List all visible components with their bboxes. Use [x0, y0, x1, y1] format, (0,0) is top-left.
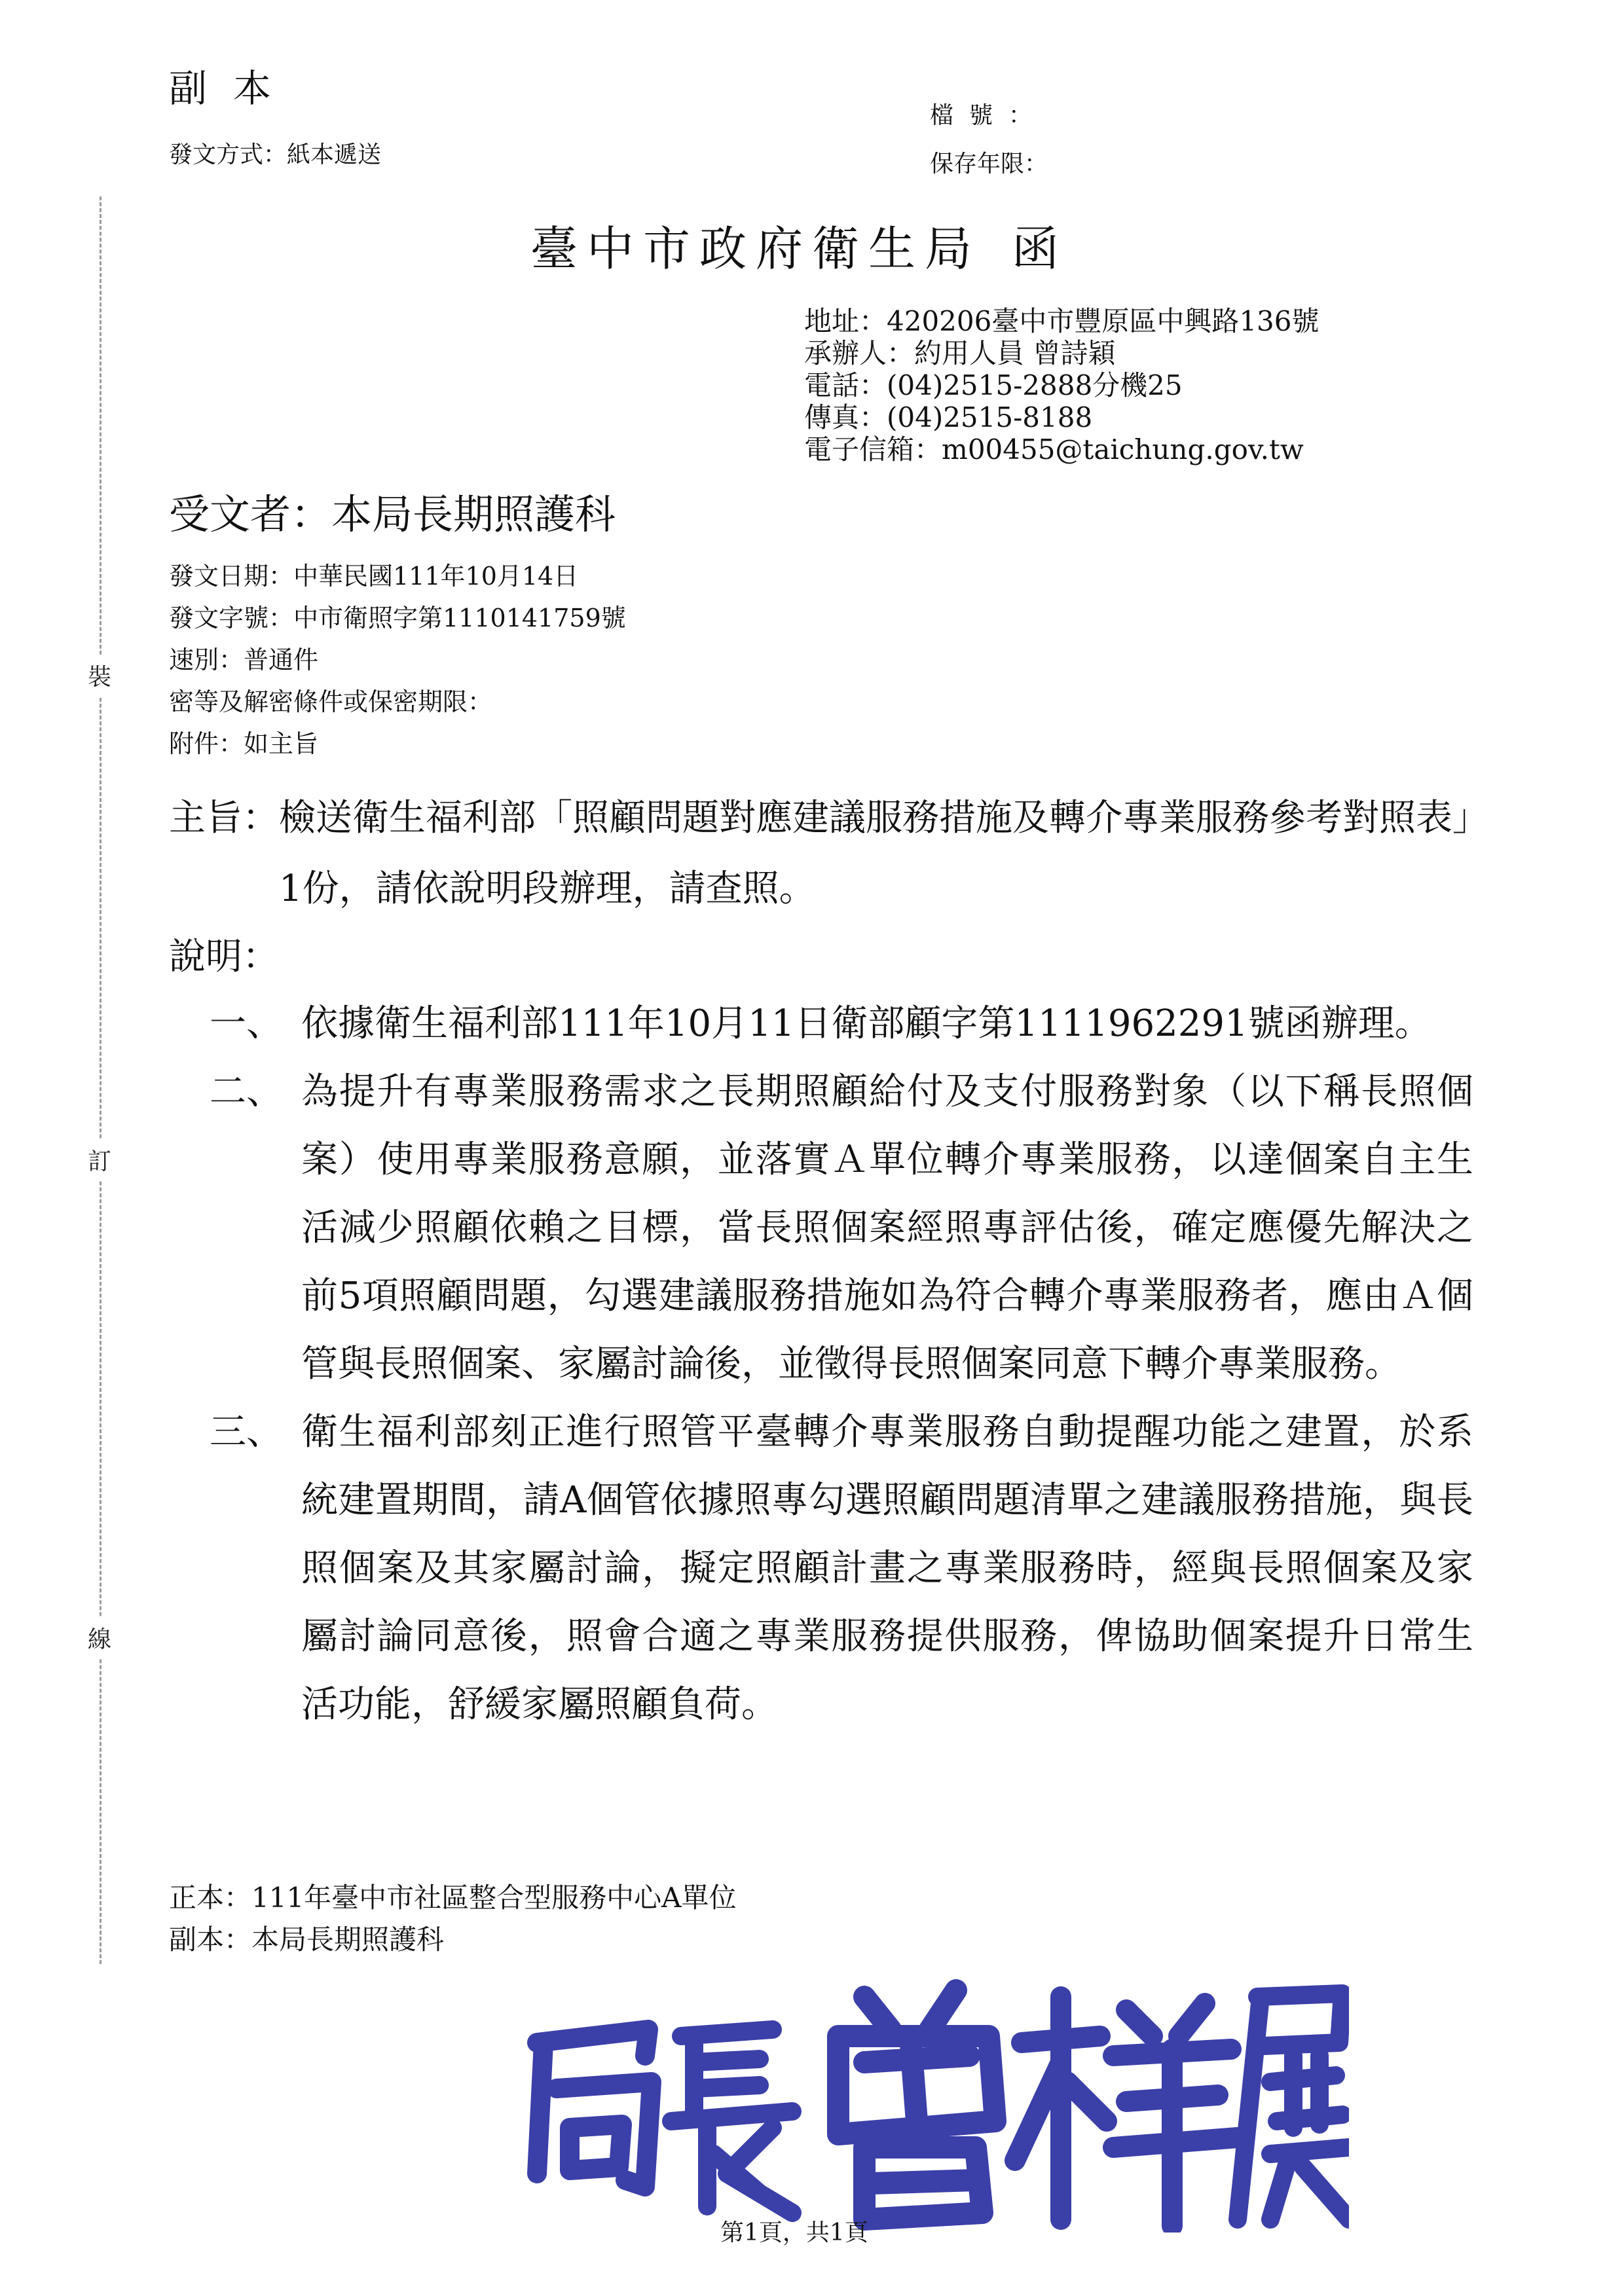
binding-mark-zhuang: 裝	[88, 655, 111, 696]
contact-fax: 傳真：(04)2515-8188	[804, 401, 1093, 433]
contact-phone: 電話：(04)2515-2888分機25	[804, 369, 1183, 401]
item-number: 三、	[210, 1411, 283, 1453]
binding-dashed-line	[100, 196, 101, 1964]
contact-handler: 承辦人：約用人員 曾詩穎	[804, 337, 1116, 369]
confidentiality: 密等及解密條件或保密期限：	[169, 687, 493, 716]
explanation-item	[210, 1058, 1479, 1398]
recipient: 受文者：本局長期照護科	[169, 490, 616, 538]
subject-text: 檢送衛生福利部「照顧問題對應建議服務措施及轉介專業服務參考對照表」1份，請依說明段辦理，請查照。	[279, 797, 1471, 910]
contact-block	[804, 305, 1320, 465]
item-text: 依據衛生福利部111年10月11日衛部顧字第1111962291號函辦理。	[301, 1002, 1431, 1045]
retention-period: 保存年限：	[930, 151, 1048, 177]
subject-label: 主旨：	[169, 797, 279, 839]
page-number: 第1頁，共1頁	[720, 2219, 868, 2246]
urgency: 速別：普通件	[169, 646, 319, 674]
document-type: 函	[1012, 221, 1060, 276]
send-method: 發文方式：紙本遞送	[169, 141, 382, 168]
subject-section	[169, 783, 1479, 924]
original-recipient: 正本：111年臺中市社區整合型服務中心A單位	[169, 1882, 737, 1914]
copy-recipient: 副本：本局長期照護科	[169, 1923, 445, 1956]
explanation-item	[210, 990, 1479, 1058]
issue-date: 發文日期：中華民國111年10月14日	[169, 562, 579, 591]
item-text: 為提升有專業服務需求之長期照顧給付及支付服務對象（以下稱長照個案）使用專業服務意願，並落實Ａ單位轉介專業服務，以達個案自主生活減少照顧依賴之目標，當長照個案經照專評估後，確定應優先解決之前5項照顧問題，勾選建議服務措施如為符合轉介專業服務者，應由Ａ個管與長照個案、家屬討論後，並徵得長照個案同意下轉介專業服務。	[301, 1070, 1473, 1385]
attachment: 附件：如主旨	[169, 729, 319, 758]
item-text: 衛生福利部刻正進行照管平臺轉介專業服務自動提醒功能之建置，於系統建置期間，請A個管依據照專勾選照顧問題清單之建議服務措施，與長照個案及其家屬討論，擬定照顧計畫之專業服務時，經與長照個案及家屬討論同意後，照會合適之專業服務提供服務，俾協助個案提升日常生活功能，舒緩家屬照顧負荷。	[301, 1411, 1473, 1726]
contact-email: 電子信箱：m00455@taichung.gov.tw	[804, 433, 1304, 465]
director-signature-stamp	[498, 1958, 1349, 2232]
document-number: 發文字號：中市衛照字第1110141759號	[169, 604, 626, 632]
item-number: 一、	[210, 1002, 283, 1045]
binding-mark-ding: 訂	[88, 1139, 111, 1180]
item-number: 二、	[210, 1070, 283, 1113]
binding-mark-xian: 線	[88, 1617, 111, 1658]
document-body	[169, 783, 1479, 1739]
copy-mark: 副本	[169, 66, 298, 111]
issuing-agency-title: 臺中市政府衛生局	[530, 221, 982, 276]
explanation-label: 說明：	[169, 936, 279, 978]
contact-address: 地址：420206臺中市豐原區中興路136號	[804, 305, 1320, 337]
explanation-item	[210, 1398, 1479, 1739]
file-number: 檔號：	[930, 102, 1048, 129]
document-meta	[169, 555, 626, 765]
